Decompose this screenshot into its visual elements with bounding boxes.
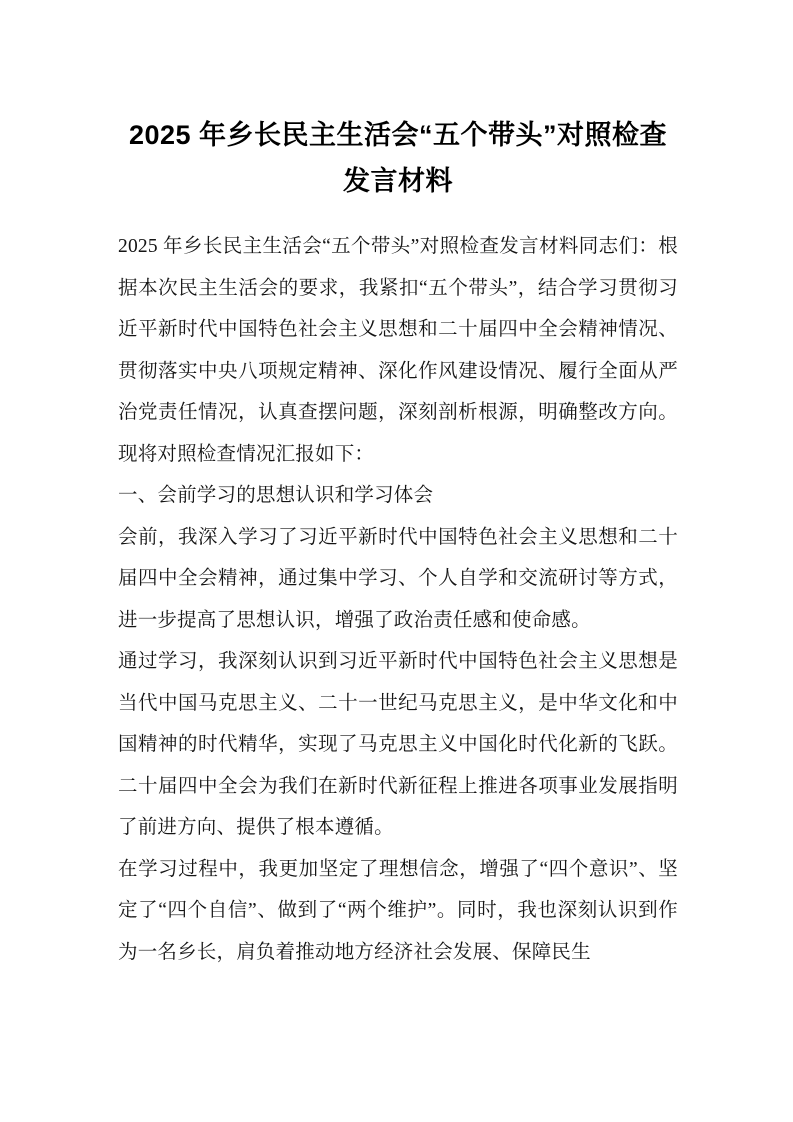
paragraph-2: 会前，我深入学习了习近平新时代中国特色社会主义思想和二十届四中全会精神，通过集中学习、个人自学和交流研讨等方式，进一步提高了思想认识，增强了政治责任感和使命感。 — [118, 526, 678, 631]
paragraph-4: 在学习过程中，我更加坚定了理想信念，增强了“四个意识”、坚定了“四个自信”、做到了“两个维护”。同时，我也深刻认识到作为一名乡长，肩负着推动地方经济社会发展、保障民生 — [118, 858, 678, 963]
document-body — [118, 112, 678, 973]
paragraph-3: 通过学习，我深刻认识到习近平新时代中国特色社会主义思想是当代中国马克思主义、二十一世纪马克思主义，是中华文化和中国精神的时代精华，实现了马克思主义中国化时代化新的飞跃。二十届四中全会为我们在新时代新征程上推进各项事业发展指明了前进方向、提供了根本遵循。 — [118, 651, 678, 838]
paragraph-1: 2025 年乡长民主生活会“五个带头”对照检查发言材料同志们：根据本次民主生活会的要求，我紧扣“五个带头”，结合学习贯彻习近平新时代中国特色社会主义思想和二十届四中全会精神情况、贯彻落实中央八项规定精神、深化作风建设情况、履行全面从严治党责任情况，认真查摆问题，深刻剖析根源，明确整改方向。现将对照检查情况汇报如下： — [118, 236, 678, 465]
section-heading-1: 一、会前学习的思想认识和学习体会 — [118, 485, 434, 506]
page-title: 2025 年乡长民主生活会“五个带头”对照检查发言材料 — [128, 120, 668, 196]
